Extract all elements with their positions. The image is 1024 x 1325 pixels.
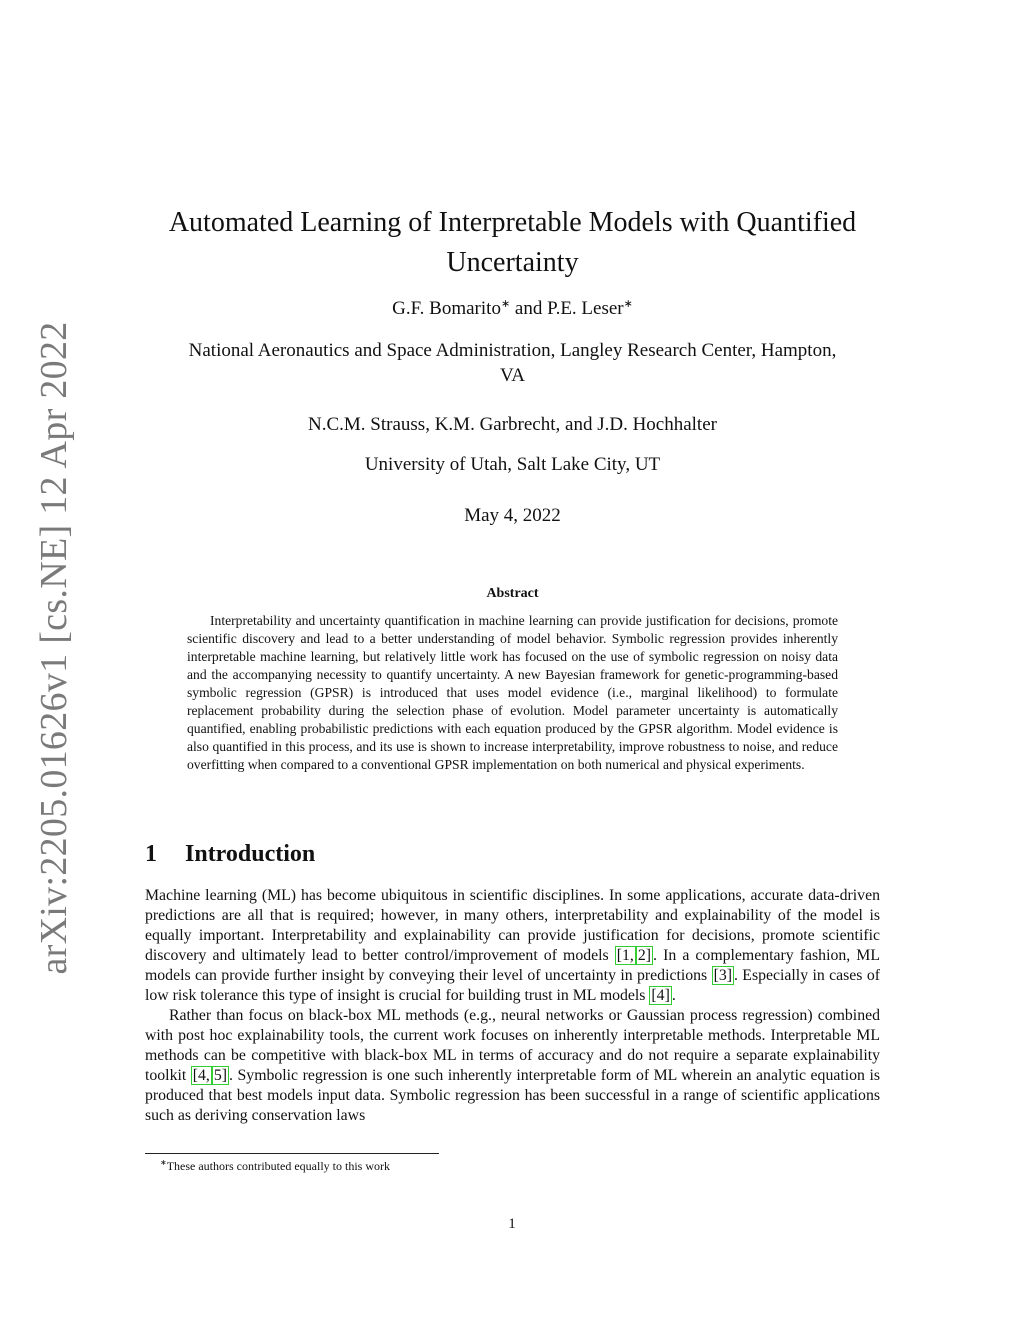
section-title: Introduction (185, 841, 316, 867)
paper-title (145, 203, 880, 283)
affiliation-nasa-line-2: VA (500, 365, 525, 386)
equal-contribution-mark: ∗ (500, 298, 511, 310)
paper-date: May 4, 2022 (464, 505, 561, 526)
title-line-1: Automated Learning of Interpretable Models with Quantified (168, 207, 857, 238)
title-line-2: Uncertainty (446, 247, 579, 278)
intro-paragraph-1 (145, 886, 880, 1006)
footnote (160, 1158, 390, 1174)
intro-paragraph-2 (145, 1006, 880, 1126)
paragraph-text: . Symbolic regression is one such inherently interpretable form of ML wherein an analytic equation is produced that best models input data. Symbolic regression has been successful in a range of scientific applications such as deriving conservation laws (145, 1067, 880, 1124)
citation-link[interactable]: [1, (616, 947, 634, 964)
affiliation-utah: University of Utah, Salt Lake City, UT (364, 454, 661, 475)
abstract-heading: Abstract (486, 586, 539, 601)
footnote-divider (145, 1153, 439, 1154)
section-heading-introduction (145, 841, 315, 868)
citation-link[interactable]: [3] (713, 967, 732, 984)
paragraph-text: Machine learning (ML) has become ubiquitous in scientific disciplines. In some applications, accurate data-driven predictions are all that is required; however, in many others, interpretability and explainability of the model is equally important. Interpretability and explainability can provide justification for decisions, promote scientific discovery and ultimately lead to better control/improvement of models (145, 887, 880, 964)
introduction-body (145, 886, 880, 1126)
affiliation-nasa (145, 338, 880, 388)
citation-link[interactable]: 5] (213, 1067, 228, 1084)
section-number: 1 (145, 841, 157, 867)
abstract-body (187, 612, 838, 774)
citation-link[interactable]: 2] (637, 947, 652, 964)
citation-link[interactable]: [4, (192, 1067, 210, 1084)
footnote-mark: ∗ (160, 1158, 167, 1167)
paragraph-text: Rather than focus on black-box ML methods (e.g., neural networks or Gaussian process regression) combined with post hoc explainability tools, the current work focuses on inherently interpretable methods. Interpretable ML methods can be competitive with black-box ML in terms of accuracy and do not require a separate explainability toolkit (145, 1007, 880, 1084)
arxiv-identifier-stamp: arXiv:2205.01626v1 [cs.NE] 12 Apr 2022 (33, 321, 75, 975)
page-number: 1 (508, 1216, 516, 1232)
author-leser: P.E. Leser (547, 298, 624, 319)
paragraph-text: . (671, 987, 676, 1004)
abstract-text: Interpretability and uncertainty quantification in machine learning can provide justification for decisions, promote scientific discovery and lead to a better understanding of model behavior. Symbolic regression provides inherently interpretable machine learning, but relatively little work has focused on the use of symbolic regression on noisy data and the accompanying necessity to quantify uncertainty. A new Bayesian framework for genetic-programming-based symbolic regression (GPSR) is introduced that uses model evidence (i.e., marginal likelihood) to formulate replacement probability during the selection phase of evolution. Model parameter uncertainty is automatically quantified, enabling probabilistic predictions with each equation produced by the GPSR algorithm. Model evidence is also quantified in this process, and its use is shown to increase interpretability, improve robustness to noise, and reduce overfitting when compared to a conventional GPSR implementation on both numerical and physical experiments. (187, 613, 838, 772)
equal-contribution-mark: ∗ (623, 298, 633, 310)
footnote-text: These authors contributed equally to this work (166, 1159, 390, 1173)
author-conjunction: and (510, 298, 548, 319)
citation-link[interactable]: [4] (651, 987, 670, 1004)
author-bomarito: G.F. Bomarito (392, 298, 501, 319)
author-list-2: N.C.M. Strauss, K.M. Garbrecht, and J.D. Hochhalter (308, 414, 717, 435)
affiliation-nasa-line-1: National Aeronautics and Space Administration, Langley Research Center, Hampton, (188, 340, 837, 361)
paragraph-text: . Especially in cases of low risk tolerance this type of insight is crucial for building trust in ML models (145, 967, 880, 1004)
paragraph-text: . In a complementary fashion, ML models can provide further insight by conveying their level of uncertainty in predictions (145, 947, 880, 984)
author-list-1 (145, 297, 880, 320)
